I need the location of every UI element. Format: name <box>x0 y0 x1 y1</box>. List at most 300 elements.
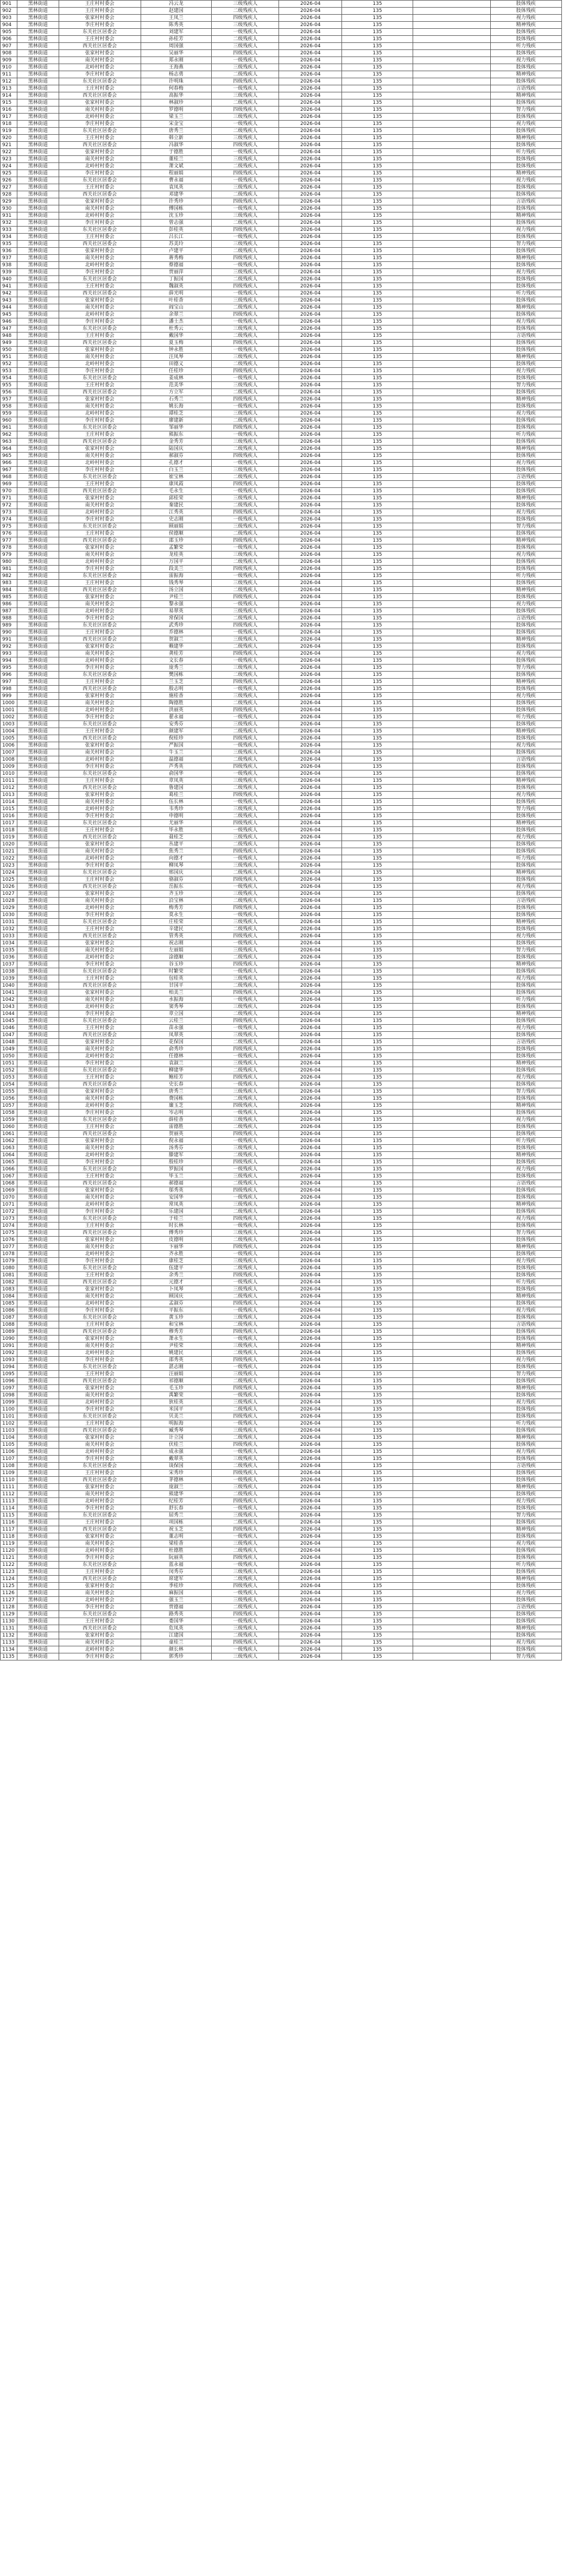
disability-level-cell: 三级残疾人 <box>212 1173 279 1180</box>
disability-level-cell: 三级残疾人 <box>212 354 279 361</box>
row-number-cell: 1135 <box>1 1653 17 1660</box>
disability-category-cell: 肢体残疾 <box>490 799 562 806</box>
community-cell: 东关社区居委会 <box>59 622 141 629</box>
community-cell: 西关社区居委会 <box>59 438 141 446</box>
month-cell: 2026-04 <box>279 248 342 255</box>
row-number-cell: 1114 <box>1 1505 17 1512</box>
row-number-cell: 1035 <box>1 947 17 954</box>
community-cell: 北岭村村委会 <box>59 905 141 912</box>
amount-cell: 135 <box>342 1244 413 1251</box>
table-row <box>1 1124 562 1131</box>
disability-category-cell: 精神残疾 <box>490 1576 562 1583</box>
amount-cell: 135 <box>342 898 413 905</box>
empty-cell <box>413 1251 490 1258</box>
disability-category-cell: 肢体残疾 <box>490 467 562 474</box>
empty-cell <box>413 114 490 121</box>
name-cell: 杜秀云 <box>141 325 211 333</box>
town-cell: 黑林街道 <box>17 502 59 509</box>
name-cell: 刘建军 <box>141 29 211 36</box>
row-number-cell: 1047 <box>1 1032 17 1039</box>
row-number-cell: 1004 <box>1 728 17 735</box>
empty-cell <box>413 1604 490 1611</box>
disability-level-cell: 二级残疾人 <box>212 1208 279 1215</box>
amount-cell: 135 <box>342 1618 413 1625</box>
amount-cell: 135 <box>342 1540 413 1547</box>
row-number-cell: 916 <box>1 106 17 114</box>
empty-cell <box>413 629 490 636</box>
table-row <box>1 1406 562 1413</box>
disability-category-cell: 肢体残疾 <box>490 629 562 636</box>
empty-cell <box>413 742 490 749</box>
row-number-cell: 1121 <box>1 1555 17 1562</box>
community-cell: 李庄村村委会 <box>59 269 141 276</box>
name-cell: 梁玉兰 <box>141 114 211 121</box>
table-row <box>1 85 562 92</box>
name-cell: 唐秀兰 <box>141 128 211 135</box>
row-number-cell: 1061 <box>1 1131 17 1138</box>
table-row <box>1 820 562 827</box>
amount-cell: 135 <box>342 608 413 615</box>
name-cell: 祁德顺 <box>141 1378 211 1385</box>
community-cell: 西关社区居委会 <box>59 191 141 198</box>
town-cell: 黑林街道 <box>17 114 59 121</box>
table-row <box>1 495 562 502</box>
town-cell: 黑林街道 <box>17 601 59 608</box>
table-row <box>1 693 562 700</box>
name-cell: 屈秀兰 <box>141 1512 211 1519</box>
disability-level-cell: 三级残疾人 <box>212 212 279 220</box>
town-cell: 黑林街道 <box>17 982 59 989</box>
disability-level-cell: 四级残疾人 <box>212 537 279 544</box>
town-cell: 黑林街道 <box>17 785 59 792</box>
amount-cell: 135 <box>342 573 413 580</box>
row-number-cell: 1000 <box>1 700 17 707</box>
month-cell: 2026-04 <box>279 770 342 778</box>
name-cell: 时长林 <box>141 1223 211 1230</box>
empty-cell <box>413 290 490 297</box>
month-cell: 2026-04 <box>279 537 342 544</box>
town-cell: 黑林街道 <box>17 177 59 184</box>
disability-category-cell: 肢体残疾 <box>490 1173 562 1180</box>
community-cell: 北岭村村委会 <box>59 954 141 961</box>
row-number-cell: 1077 <box>1 1244 17 1251</box>
name-cell: 丛建平 <box>141 841 211 848</box>
amount-cell: 135 <box>342 1067 413 1074</box>
name-cell: 聂桂芝 <box>141 834 211 841</box>
amount-cell: 135 <box>342 1441 413 1449</box>
amount-cell: 135 <box>342 566 413 573</box>
disability-level-cell: 三级残疾人 <box>212 325 279 333</box>
town-cell: 黑林街道 <box>17 453 59 460</box>
disability-category-cell: 视力残疾 <box>490 269 562 276</box>
community-cell: 西关社区居委会 <box>59 834 141 841</box>
name-cell: 贾德福 <box>141 1604 211 1611</box>
disability-level-cell: 二级残疾人 <box>212 1124 279 1131</box>
community-cell: 北岭村村委会 <box>59 212 141 220</box>
name-cell: 蒋秀梅 <box>141 255 211 262</box>
month-cell: 2026-04 <box>279 778 342 785</box>
table-row <box>1 516 562 523</box>
empty-cell <box>413 848 490 855</box>
disability-category-cell: 肢体残疾 <box>490 940 562 947</box>
row-number-cell: 991 <box>1 636 17 643</box>
amount-cell: 135 <box>342 50 413 57</box>
amount-cell: 135 <box>342 982 413 989</box>
table-row <box>1 834 562 841</box>
table-row <box>1 989 562 996</box>
row-number-cell: 1019 <box>1 834 17 841</box>
community-cell: 东关社区居委会 <box>59 1265 141 1272</box>
disability-level-cell: 一级残疾人 <box>212 1364 279 1371</box>
amount-cell: 135 <box>342 629 413 636</box>
disability-level-cell: 四级残疾人 <box>212 1074 279 1081</box>
disability-level-cell: 二级残疾人 <box>212 672 279 679</box>
empty-cell <box>413 1427 490 1434</box>
month-cell: 2026-04 <box>279 785 342 792</box>
disability-category-cell: 肢体残疾 <box>490 1095 562 1102</box>
row-number-cell: 929 <box>1 198 17 205</box>
empty-cell <box>413 1328 490 1336</box>
row-number-cell: 1016 <box>1 813 17 820</box>
town-cell: 黑林街道 <box>17 961 59 968</box>
row-number-cell: 1079 <box>1 1258 17 1265</box>
row-number-cell: 996 <box>1 672 17 679</box>
empty-cell <box>413 615 490 622</box>
disability-level-cell: 四级残疾人 <box>212 78 279 85</box>
row-number-cell: 920 <box>1 135 17 142</box>
table-row <box>1 1604 562 1611</box>
empty-cell <box>413 1060 490 1067</box>
table-row <box>1 1208 562 1215</box>
community-cell: 张家村村委会 <box>59 198 141 205</box>
row-number-cell: 1134 <box>1 1646 17 1653</box>
month-cell: 2026-04 <box>279 1540 342 1547</box>
amount-cell: 135 <box>342 785 413 792</box>
table-row <box>1 467 562 474</box>
amount-cell: 135 <box>342 1117 413 1124</box>
community-cell: 王庄村村委会 <box>59 36 141 43</box>
row-number-cell: 917 <box>1 114 17 121</box>
table-row <box>1 318 562 325</box>
town-cell: 黑林街道 <box>17 1434 59 1441</box>
amount-cell: 135 <box>342 1477 413 1484</box>
name-cell: 孙桂芳 <box>141 36 211 43</box>
town-cell: 黑林街道 <box>17 679 59 686</box>
disability-level-cell: 一级残疾人 <box>212 1336 279 1343</box>
empty-cell <box>413 1562 490 1569</box>
month-cell: 2026-04 <box>279 1328 342 1336</box>
row-number-cell: 944 <box>1 304 17 311</box>
table-row <box>1 241 562 248</box>
disability-level-cell: 二级残疾人 <box>212 587 279 594</box>
empty-cell <box>413 1215 490 1223</box>
disability-category-cell: 肢体残疾 <box>490 1145 562 1152</box>
disability-category-cell: 精神残疾 <box>490 135 562 142</box>
disability-category-cell: 智力残疾 <box>490 1512 562 1519</box>
disability-level-cell: 三级残疾人 <box>212 135 279 142</box>
amount-cell: 135 <box>342 1399 413 1406</box>
name-cell: 管秀英 <box>141 933 211 940</box>
row-number-cell: 1002 <box>1 714 17 721</box>
amount-cell: 135 <box>342 184 413 191</box>
disability-category-cell: 肢体残疾 <box>490 707 562 714</box>
table-row <box>1 1321 562 1328</box>
disability-level-cell: 四级残疾人 <box>212 961 279 968</box>
disability-category-cell: 视力残疾 <box>490 1498 562 1505</box>
town-cell: 黑林街道 <box>17 587 59 594</box>
month-cell: 2026-04 <box>279 905 342 912</box>
amount-cell: 135 <box>342 488 413 495</box>
row-number-cell: 1108 <box>1 1463 17 1470</box>
amount-cell: 135 <box>342 799 413 806</box>
row-number-cell: 1126 <box>1 1590 17 1597</box>
row-number-cell: 1078 <box>1 1251 17 1258</box>
row-number-cell: 1049 <box>1 1046 17 1053</box>
disability-level-cell: 三级残疾人 <box>212 1004 279 1011</box>
empty-cell <box>413 438 490 446</box>
town-cell: 黑林街道 <box>17 1272 59 1279</box>
community-cell: 北岭村村委会 <box>59 410 141 417</box>
empty-cell <box>413 919 490 926</box>
town-cell: 黑林街道 <box>17 1533 59 1540</box>
row-number-cell: 977 <box>1 537 17 544</box>
table-row <box>1 1173 562 1180</box>
name-cell: 明振海 <box>141 1420 211 1427</box>
empty-cell <box>413 1590 490 1597</box>
community-cell: 南关村村委会 <box>59 996 141 1004</box>
disability-category-cell: 肢体残疾 <box>490 163 562 170</box>
town-cell: 黑林街道 <box>17 1357 59 1364</box>
disability-level-cell: 一级残疾人 <box>212 121 279 128</box>
town-cell: 黑林街道 <box>17 806 59 813</box>
disability-level-cell: 四级残疾人 <box>212 1498 279 1505</box>
disability-level-cell: 四级残疾人 <box>212 106 279 114</box>
month-cell: 2026-04 <box>279 177 342 184</box>
amount-cell: 135 <box>342 1 413 8</box>
month-cell: 2026-04 <box>279 1223 342 1230</box>
month-cell: 2026-04 <box>279 657 342 665</box>
disability-level-cell: 三级残疾人 <box>212 438 279 446</box>
month-cell: 2026-04 <box>279 898 342 905</box>
row-number-cell: 997 <box>1 679 17 686</box>
community-cell: 北岭村村委会 <box>59 1350 141 1357</box>
empty-cell <box>413 92 490 99</box>
community-cell: 北岭村村委会 <box>59 1251 141 1258</box>
disability-level-cell: 二级残疾人 <box>212 1293 279 1300</box>
empty-cell <box>413 1201 490 1208</box>
empty-cell <box>413 1187 490 1194</box>
community-cell: 张家村村委会 <box>59 495 141 502</box>
table-row <box>1 587 562 594</box>
table-row <box>1 1590 562 1597</box>
table-row <box>1 149 562 156</box>
month-cell: 2026-04 <box>279 128 342 135</box>
community-cell: 张家村村委会 <box>59 248 141 255</box>
community-cell: 王庄村村委会 <box>59 135 141 142</box>
town-cell: 黑林街道 <box>17 1498 59 1505</box>
table-row <box>1 234 562 241</box>
community-cell: 南关村村委会 <box>59 1293 141 1300</box>
community-cell: 东关社区居委会 <box>59 1314 141 1321</box>
amount-cell: 135 <box>342 297 413 304</box>
empty-cell <box>413 905 490 912</box>
community-cell: 南关村村委会 <box>59 1392 141 1399</box>
name-cell: 薛桂香 <box>141 1117 211 1124</box>
table-row <box>1 92 562 99</box>
amount-cell: 135 <box>342 827 413 834</box>
community-cell: 王庄村村委会 <box>59 1321 141 1328</box>
disability-level-cell: 一级残疾人 <box>212 770 279 778</box>
amount-cell: 135 <box>342 855 413 862</box>
town-cell: 黑林街道 <box>17 1576 59 1583</box>
community-cell: 南关村村委会 <box>59 1639 141 1646</box>
table-row <box>1 827 562 834</box>
amount-cell: 135 <box>342 1512 413 1519</box>
row-number-cell: 1068 <box>1 1180 17 1187</box>
table-row <box>1 410 562 417</box>
amount-cell: 135 <box>342 1166 413 1173</box>
month-cell: 2026-04 <box>279 926 342 933</box>
table-row <box>1 813 562 820</box>
community-cell: 张家村村委会 <box>59 149 141 156</box>
month-cell: 2026-04 <box>279 43 342 50</box>
disability-category-cell: 肢体残疾 <box>490 686 562 693</box>
name-cell: 俞国华 <box>141 770 211 778</box>
row-number-cell: 1088 <box>1 1321 17 1328</box>
table-row <box>1 1427 562 1434</box>
name-cell: 辛建民 <box>141 926 211 933</box>
disability-level-cell: 一级残疾人 <box>212 1505 279 1512</box>
empty-cell <box>413 410 490 417</box>
disability-level-cell: 三级残疾人 <box>212 975 279 982</box>
empty-cell <box>413 368 490 375</box>
amount-cell: 135 <box>342 954 413 961</box>
disability-level-cell: 四级残疾人 <box>212 1328 279 1336</box>
town-cell: 黑林街道 <box>17 883 59 891</box>
table-row <box>1 15 562 22</box>
disability-level-cell: 一级残疾人 <box>212 1223 279 1230</box>
disability-level-cell: 二级残疾人 <box>212 1547 279 1555</box>
name-cell: 姜成林 <box>141 375 211 382</box>
community-cell: 李庄村村委会 <box>59 714 141 721</box>
row-number-cell: 1053 <box>1 1074 17 1081</box>
row-number-cell: 1039 <box>1 975 17 982</box>
empty-cell <box>413 989 490 996</box>
disability-category-cell: 肢体残疾 <box>490 142 562 149</box>
disability-category-cell: 精神残疾 <box>490 1484 562 1491</box>
community-cell: 王庄村村委会 <box>59 283 141 290</box>
row-number-cell: 983 <box>1 580 17 587</box>
name-cell: 曹永福 <box>141 177 211 184</box>
community-cell: 李庄村村委会 <box>59 1456 141 1463</box>
disability-category-cell: 肢体残疾 <box>490 502 562 509</box>
disability-category-cell: 肢体残疾 <box>490 1081 562 1088</box>
table-row <box>1 1265 562 1272</box>
community-cell: 李庄村村委会 <box>59 1208 141 1215</box>
row-number-cell: 1086 <box>1 1307 17 1314</box>
amount-cell: 135 <box>342 1385 413 1392</box>
table-row <box>1 594 562 601</box>
town-cell: 黑林街道 <box>17 876 59 883</box>
town-cell: 黑林街道 <box>17 92 59 99</box>
community-cell: 南关村村委会 <box>59 502 141 509</box>
town-cell: 黑林街道 <box>17 735 59 742</box>
month-cell: 2026-04 <box>279 869 342 876</box>
amount-cell: 135 <box>342 368 413 375</box>
community-cell: 王庄村村委会 <box>59 1223 141 1230</box>
town-cell: 黑林街道 <box>17 121 59 128</box>
empty-cell <box>413 933 490 940</box>
disability-level-cell: 三级残疾人 <box>212 467 279 474</box>
community-cell: 张家村村委会 <box>59 1434 141 1441</box>
month-cell: 2026-04 <box>279 205 342 212</box>
month-cell: 2026-04 <box>279 1032 342 1039</box>
amount-cell: 135 <box>342 1088 413 1095</box>
row-number-cell: 1057 <box>1 1102 17 1110</box>
community-cell: 王庄村村委会 <box>59 1519 141 1526</box>
town-cell: 黑林街道 <box>17 1173 59 1180</box>
month-cell: 2026-04 <box>279 1117 342 1124</box>
town-cell: 黑林街道 <box>17 1328 59 1336</box>
disability-level-cell: 一级残疾人 <box>212 1420 279 1427</box>
town-cell: 黑林街道 <box>17 1314 59 1321</box>
disability-category-cell: 肢体残疾 <box>490 64 562 71</box>
row-number-cell: 985 <box>1 594 17 601</box>
disability-level-cell: 一级残疾人 <box>212 149 279 156</box>
table-body <box>1 1 562 1660</box>
name-cell: 温德福 <box>141 756 211 763</box>
disability-level-cell: 一级残疾人 <box>212 29 279 36</box>
disability-level-cell: 二级残疾人 <box>212 71 279 78</box>
town-cell: 黑林街道 <box>17 530 59 537</box>
amount-cell: 135 <box>342 106 413 114</box>
table-row <box>1 198 562 205</box>
amount-cell: 135 <box>342 1639 413 1646</box>
town-cell: 黑林街道 <box>17 1145 59 1152</box>
empty-cell <box>413 841 490 848</box>
name-cell: 庄桂荣 <box>141 919 211 926</box>
disability-category-cell: 肢体残疾 <box>490 1392 562 1399</box>
disability-category-cell: 智力残疾 <box>490 806 562 813</box>
town-cell: 黑林街道 <box>17 509 59 516</box>
disability-category-cell: 言语残疾 <box>490 1180 562 1187</box>
month-cell: 2026-04 <box>279 1180 342 1187</box>
community-cell: 南关村村委会 <box>59 1145 141 1152</box>
amount-cell: 135 <box>342 551 413 559</box>
disability-category-cell: 精神残疾 <box>490 1434 562 1441</box>
table-row <box>1 1562 562 1569</box>
amount-cell: 135 <box>342 1328 413 1336</box>
month-cell: 2026-04 <box>279 961 342 968</box>
name-cell: 祝志刚 <box>141 940 211 947</box>
disability-category-cell: 智力残疾 <box>490 523 562 530</box>
community-cell: 东关社区居委会 <box>59 1067 141 1074</box>
disability-category-cell: 肢体残疾 <box>490 1611 562 1618</box>
disability-level-cell: 二级残疾人 <box>212 1067 279 1074</box>
row-number-cell: 946 <box>1 318 17 325</box>
table-row <box>1 636 562 643</box>
disability-category-cell: 肢体残疾 <box>490 1413 562 1420</box>
disability-category-cell: 精神残疾 <box>490 22 562 29</box>
empty-cell <box>413 85 490 92</box>
amount-cell: 135 <box>342 1053 413 1060</box>
disability-category-cell: 听力残疾 <box>490 431 562 438</box>
community-cell: 北岭村村委会 <box>59 1300 141 1307</box>
row-number-cell: 969 <box>1 481 17 488</box>
town-cell: 黑林街道 <box>17 64 59 71</box>
disability-level-cell: 一级残疾人 <box>212 912 279 919</box>
empty-cell <box>413 544 490 551</box>
